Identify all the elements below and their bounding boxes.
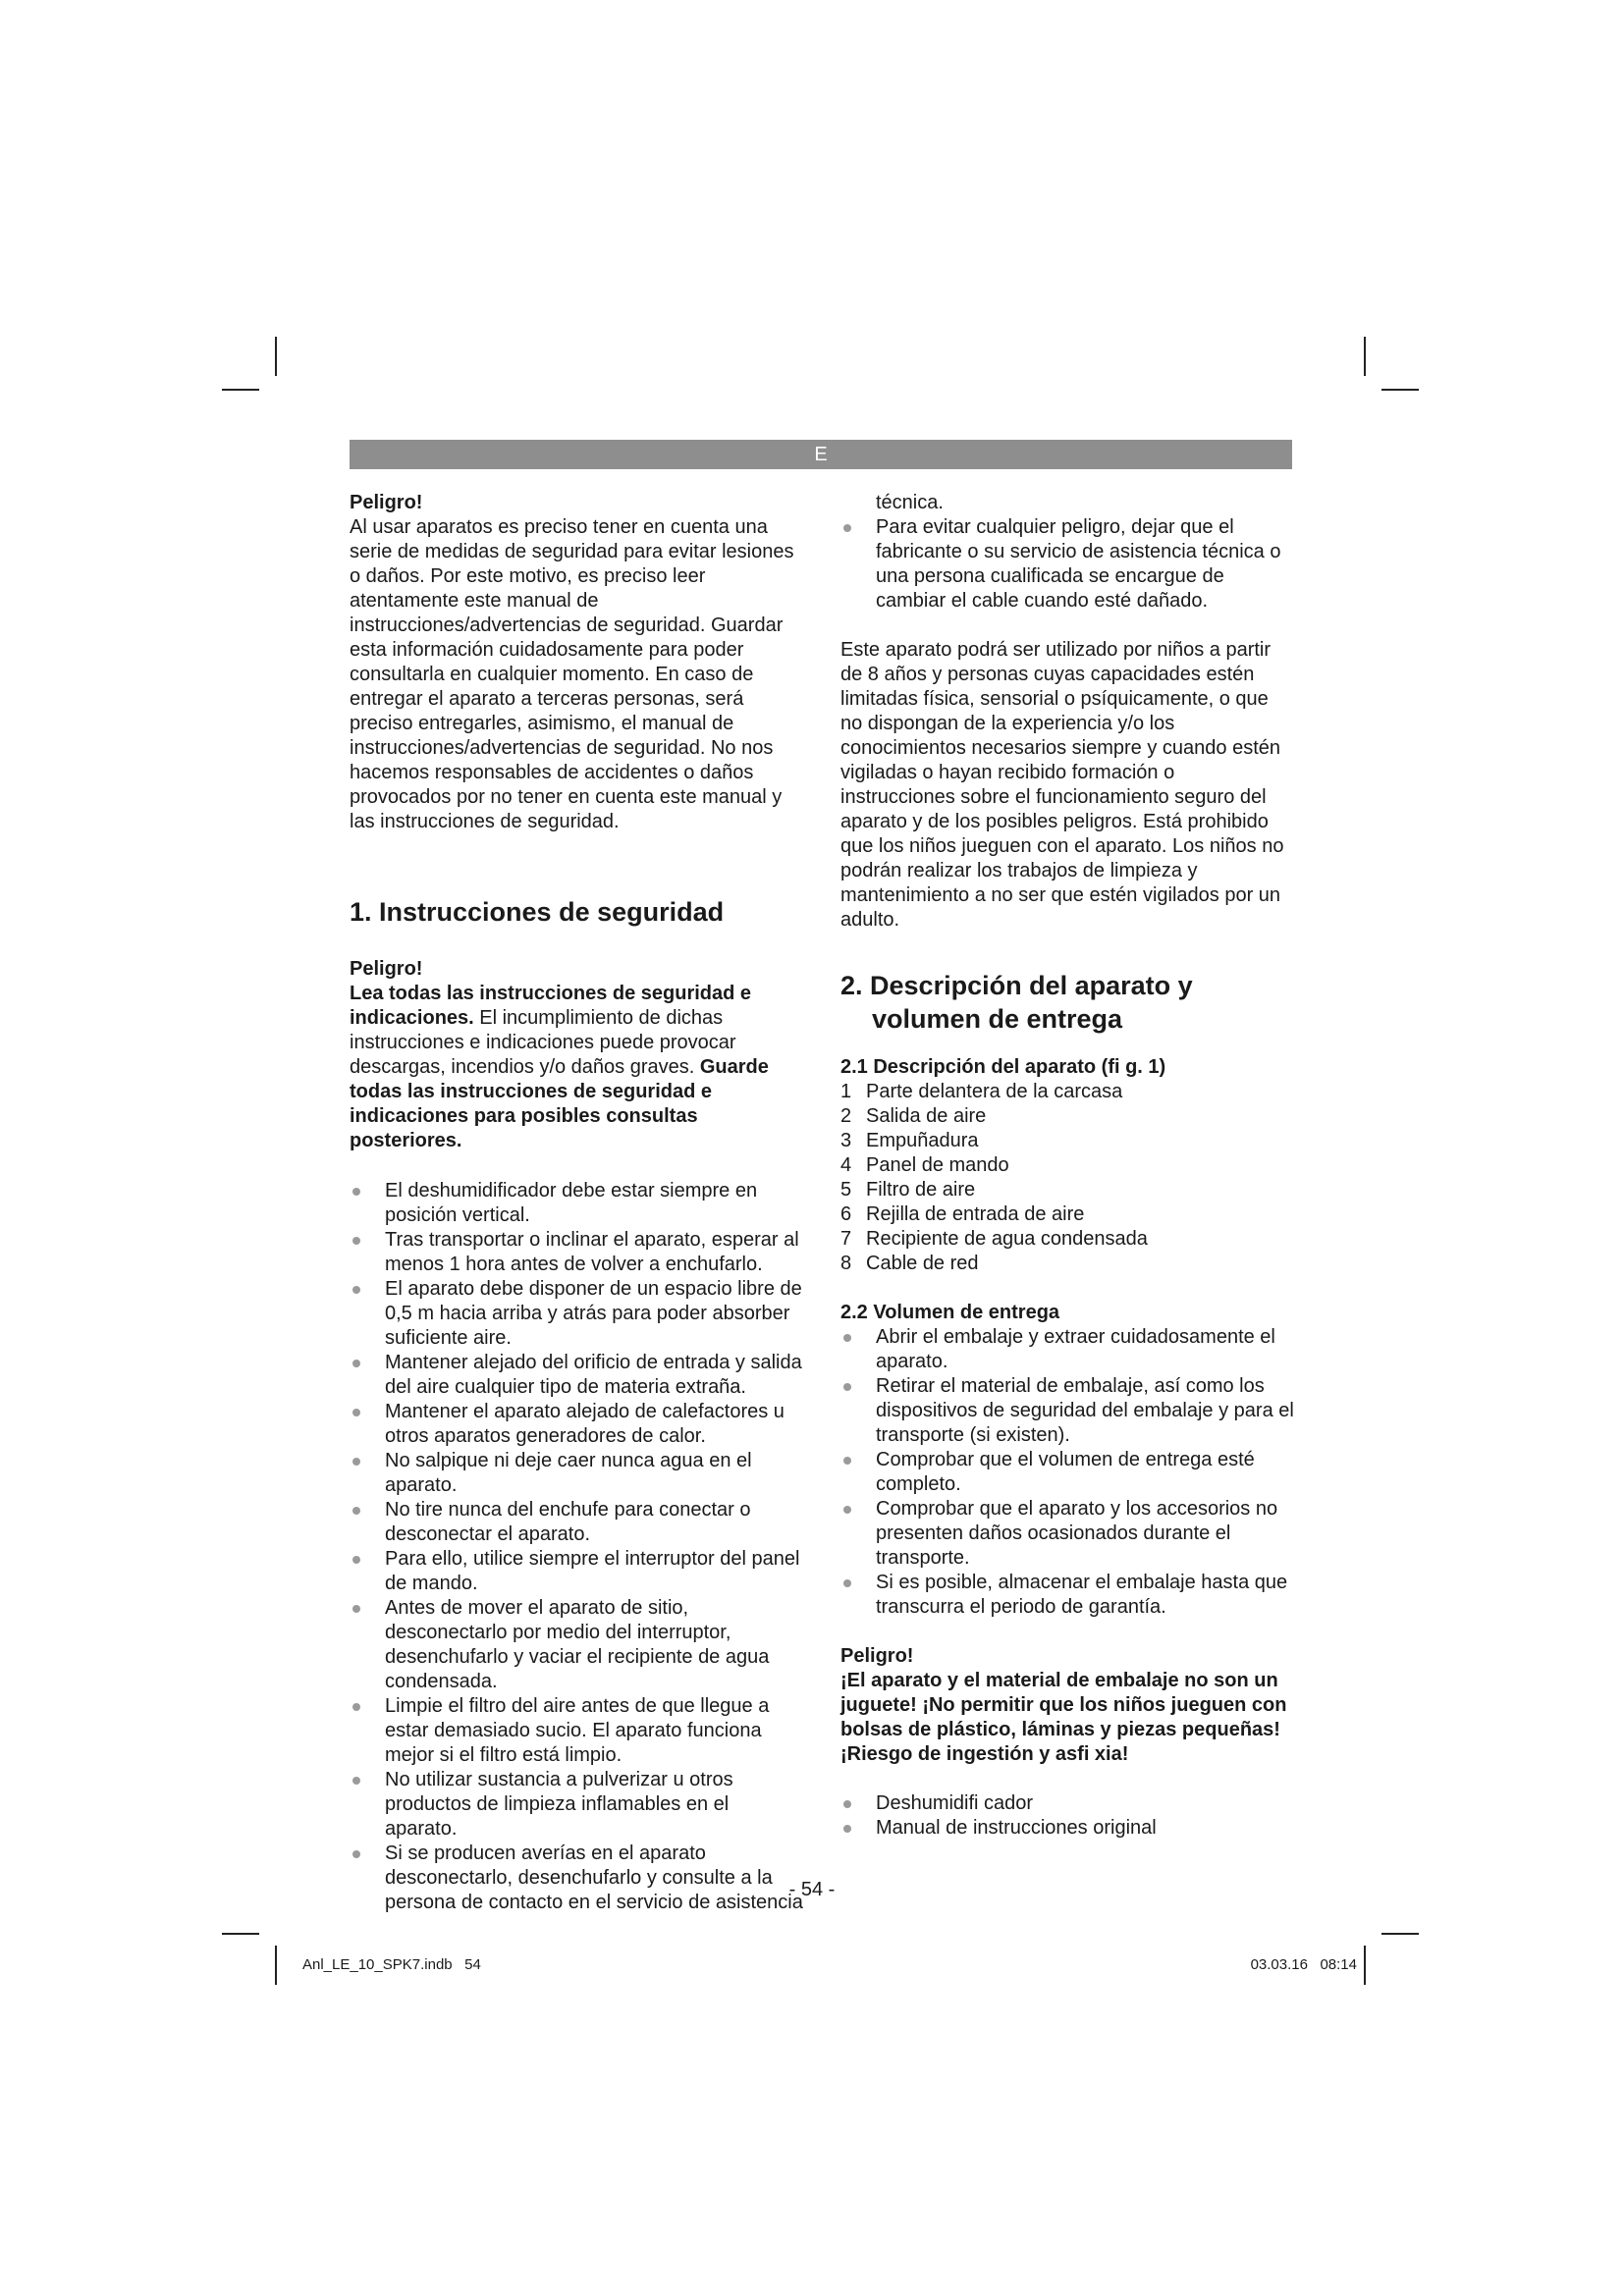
list-item: Si se producen averías en el aparato desconectarlo, desenchufarlo y consulte a la persona de contacto en el servicio de asistencia (350, 1842, 803, 1915)
danger-label: Peligro! (350, 492, 423, 513)
list-item: 6 Rejilla de entrada de aire (840, 1203, 1085, 1225)
continued-text: técnica. (876, 492, 944, 513)
list-item: Abrir el embalaje y extraer cuidadosamente el aparato. (840, 1325, 1294, 1374)
left-column (350, 491, 803, 1915)
danger-label: Peligro! (840, 1645, 914, 1667)
safety-bullet-list (350, 1179, 803, 1915)
danger-label: Peligro! (350, 958, 423, 980)
list-item: 7 Recipiente de agua condensada (840, 1228, 1148, 1250)
list-item: Retirar el material de embalaje, así como los dispositivos de seguridad del embalaje y para el transporte (si existen). (840, 1374, 1294, 1448)
list-item: Comprobar que el aparato y los accesorios no presenten daños ocasionados durante el transporte. (840, 1497, 1294, 1571)
parts-list (840, 1080, 1294, 1276)
list-item: 8 Cable de red (840, 1253, 979, 1274)
list-item: Tras transportar o inclinar el aparato, esperar al menos 1 hora antes de volver a enchufarlo. (350, 1228, 803, 1277)
section-2-title-line2: volumen de entrega (872, 1004, 1123, 1034)
list-item: Si es posible, almacenar el embalaje hasta que transcurra el periodo de garantía. (840, 1571, 1294, 1620)
list-item: El deshumidificador debe estar siempre en posición vertical. (350, 1179, 803, 1228)
footer-filename: Anl_LE_10_SPK7.indb 54 (302, 1956, 481, 1973)
list-item: Para evitar cualquier peligro, dejar que el fabricante o su servicio de asistencia técnica o una persona cualificada se encargue de cambiar el cable cuando esté dañado. (840, 515, 1294, 614)
list-item: Mantener el aparato alejado de calefactores u otros aparatos generadores de calor. (350, 1400, 803, 1449)
list-item: Para ello, utilice siempre el interruptor del panel de mando. (350, 1547, 803, 1596)
cable-bullet-list (840, 515, 1294, 614)
crop-mark (222, 389, 259, 391)
crop-mark (222, 1933, 259, 1935)
subsection-2-2-title: 2.2 Volumen de entrega (840, 1302, 1060, 1323)
list-item: Comprobar que el volumen de entrega esté completo. (840, 1448, 1294, 1497)
list-item: 5 Filtro de aire (840, 1179, 976, 1201)
list-item: Limpie el filtro del aire antes de que llegue a estar demasiado sucio. El aparato funciona mejor si el filtro está limpio. (350, 1694, 803, 1768)
list-item: Deshumidifi cador (840, 1791, 1294, 1816)
safety-read-instructions (350, 982, 803, 1153)
list-item: No utilizar sustancia a pulverizar u otros productos de limpieza inflamables en el aparato. (350, 1768, 803, 1842)
right-column (840, 491, 1294, 1841)
crop-mark (275, 1946, 277, 1985)
section-2-title (840, 969, 1294, 1036)
list-item: 1 Parte delantera de la carcasa (840, 1081, 1123, 1102)
subsection-2-1-title: 2.1 Descripción del aparato (fi g. 1) (840, 1056, 1166, 1078)
read-instructions-text: El incumplimiento de dichas instrucciones e indicaciones puede provocar descargas, incendios y/o daños graves. (350, 1007, 736, 1078)
children-usage-text: Este aparato podrá ser utilizado por niños a partir de 8 años y personas cuyas capacidades estén limitadas física, sensorial o psíquicamente, o que no dispongan de la experiencia y/o los conocimientos necesarios siempre y cuando estén vigiladas o hayan recibido formación o instrucciones sobre el funcionamiento seguro del aparato y de los posibles peligros. Está prohibido que los niños jueguen con el aparato. Los niños no podrán realizar los trabajos de limpieza y mantenimiento a no ser que estén vigilados por un adulto. (840, 639, 1284, 931)
contents-list (840, 1791, 1294, 1841)
intro-warning-text: Al usar aparatos es preciso tener en cuenta una serie de medidas de seguridad para evitar lesiones o daños. Por este motivo, es preciso leer atentamente este manual de instrucciones/advertencias de seguridad. Guardar esta información cuidadosamente para poder consultarla en cualquier momento. En caso de entregar el aparato a terceras personas, será preciso entregarles, asimismo, el manual de instrucciones/advertencias de seguridad. No nos hacemos responsables de accidentes o daños provocados por no tener en cuenta este manual y las instrucciones de seguridad. (350, 516, 794, 832)
read-instructions-bold: Lea todas las instrucciones de seguridad e indicaciones. (350, 983, 752, 1029)
language-header-bar: E (350, 440, 1292, 469)
section-1-title: 1. Instrucciones de seguridad (350, 897, 725, 927)
list-item: No tire nunca del enchufe para conectar o desconectar el aparato. (350, 1498, 803, 1547)
crop-mark (1364, 1946, 1366, 1985)
keep-instructions-bold: Guarde todas las instrucciones de seguridad e indicaciones para posibles consultas posteriores. (350, 1056, 769, 1151)
page-number: - 54 - (788, 1879, 836, 1900)
footer-timestamp: 03.03.16 08:14 (1250, 1956, 1357, 1973)
list-item: No salpique ni deje caer nunca agua en el aparato. (350, 1449, 803, 1498)
list-item: 3 Empuñadura (840, 1130, 979, 1151)
section-2-title-line1: 2. Descripción del aparato y (840, 971, 1193, 1000)
list-item: Mantener alejado del orificio de entrada y salida del aire cualquier tipo de materia extraña. (350, 1351, 803, 1400)
list-item: 2 Salida de aire (840, 1105, 987, 1127)
crop-mark (1381, 1933, 1419, 1935)
list-item: Manual de instrucciones original (840, 1816, 1294, 1841)
crop-mark (1381, 389, 1419, 391)
list-item: Antes de mover el aparato de sitio, desconectarlo por medio del interruptor, desenchufarlo y vaciar el recipiente de agua condensada. (350, 1596, 803, 1694)
list-item: 4 Panel de mando (840, 1154, 1009, 1176)
crop-mark (1364, 337, 1366, 376)
packaging-warning-text: ¡El aparato y el material de embalaje no son un juguete! ¡No permitir que los niños jueguen con bolsas de plástico, láminas y piezas pequeñas! ¡Riesgo de ingestión y asfi xia! (840, 1670, 1287, 1765)
crop-mark (275, 337, 277, 376)
list-item: El aparato debe disponer de un espacio libre de 0,5 m hacia arriba y atrás para poder absorber suficiente aire. (350, 1277, 803, 1351)
delivery-bullet-list (840, 1325, 1294, 1620)
